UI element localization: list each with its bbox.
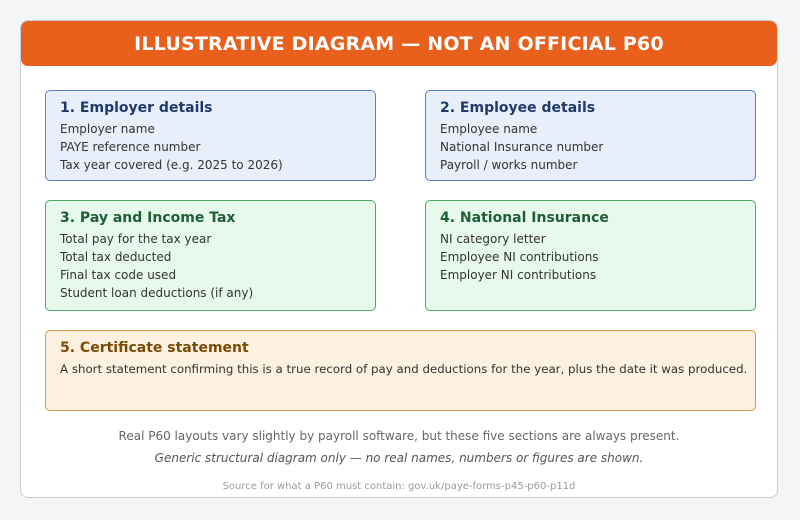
section-item: National Insurance number	[440, 140, 604, 154]
section-item: Employer name	[60, 122, 155, 136]
section-employee-details	[425, 90, 756, 181]
section-item: Payroll / works number	[440, 158, 578, 172]
section-item: Student loan deductions (if any)	[60, 286, 254, 300]
section-title: 4. National Insurance	[440, 210, 609, 226]
section-certificate-statement	[45, 330, 756, 411]
source-note: Source for what a P60 must contain: gov.uk/paye-forms-p45-p60-p11d	[222, 481, 576, 492]
section-item: Employee NI contributions	[440, 250, 599, 264]
section-item: PAYE reference number	[60, 140, 201, 154]
diagram-card	[20, 20, 778, 498]
section-title: 3. Pay and Income Tax	[60, 210, 236, 226]
banner-title: ILLUSTRATIVE DIAGRAM — NOT AN OFFICIAL P60	[21, 21, 777, 66]
section-title: 5. Certificate statement	[60, 340, 249, 356]
section-title: 2. Employee details	[440, 100, 596, 116]
section-title: 1. Employer details	[60, 100, 213, 116]
section-item: Total pay for the tax year	[60, 232, 212, 246]
section-pay-and-income-tax	[45, 200, 376, 311]
section-item: NI category letter	[440, 232, 546, 246]
section-item: Tax year covered (e.g. 2025 to 2026)	[60, 158, 283, 172]
section-item: Employer NI contributions	[440, 268, 597, 282]
section-national-insurance	[425, 200, 756, 311]
section-item: Employee name	[440, 122, 538, 136]
section-item: Total tax deducted	[60, 250, 172, 264]
section-employer-details	[45, 90, 376, 181]
footnote: Real P60 layouts vary slightly by payroll software, but these five sections are always present.	[118, 429, 680, 443]
section-item: Final tax code used	[60, 268, 177, 282]
section-item: A short statement confirming this is a true record of pay and deductions for the year, plus the date it was produced.	[60, 362, 748, 376]
disclaimer: Generic structural diagram only — no real names, numbers or figures are shown.	[154, 451, 644, 465]
